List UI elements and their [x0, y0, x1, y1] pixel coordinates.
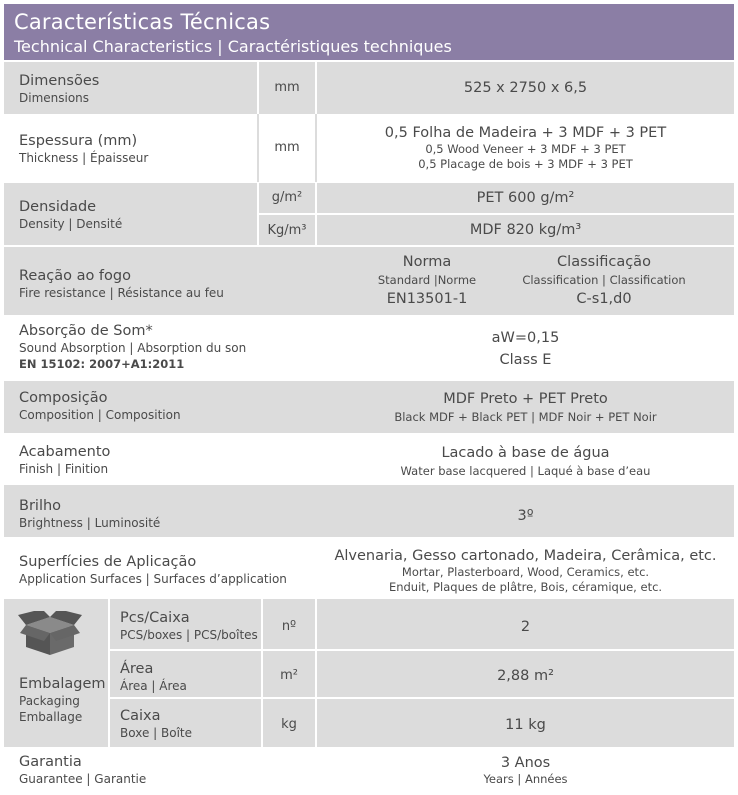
dimensions-unit: mm — [274, 80, 300, 95]
composition-value-sub: Black MDF + Black PET | MDF Noir + PET Noir — [394, 410, 657, 424]
sound-sub: Sound Absorption | Absorption du son — [19, 341, 247, 355]
brightness-label: Brilho — [19, 498, 62, 514]
surfaces-value-pt: Alvenaria, Gesso cartonado, Madeira, Cerâmica, etc. — [334, 548, 717, 564]
box-sub: Boxe | Boîte — [120, 726, 192, 740]
row-dimensions — [4, 62, 734, 114]
sound-value-2: Class E — [499, 352, 552, 368]
finish-value-sub: Water base lacquered | Laqué à base d’eau — [400, 464, 651, 478]
warranty-value: 3 Anos — [500, 755, 551, 771]
pcs-value: 2 — [520, 619, 531, 635]
composition-sub: Composition | Composition — [19, 408, 181, 422]
dimensions-value: 525 x 2750 x 6,5 — [463, 80, 588, 96]
area-label: Área — [120, 661, 154, 677]
fire-col1-head: Norma — [402, 254, 452, 270]
density-value-1: PET 600 g/m² — [476, 190, 575, 206]
thickness-value-fr: 0,5 Placage de bois + 3 MDF + 3 PET — [418, 157, 633, 171]
pcs-label: Pcs/Caixa — [120, 610, 190, 626]
row-sound — [4, 316, 734, 380]
packaging-label: Embalagem — [19, 676, 106, 692]
pcs-label-group — [120, 609, 258, 643]
sound-value-1: aW=0,15 — [491, 330, 560, 346]
row-warranty — [4, 748, 734, 793]
sound-norm: EN 15102: 2007+A1:2011 — [19, 357, 185, 371]
row-brightness — [4, 485, 734, 537]
composition-value-pt: MDF Preto + PET Preto — [443, 391, 608, 407]
area-value: 2,88 m² — [497, 668, 554, 684]
brightness-value: 3º — [517, 508, 534, 524]
row-thickness — [4, 114, 734, 182]
pcs-sub: PCS/boxes | PCS/boîtes — [120, 628, 258, 642]
surfaces-value-en: Mortar, Plasterboard, Wood, Ceramics, etc. — [401, 565, 650, 579]
fire-col2-head: Classificação — [557, 254, 651, 270]
row-finish — [4, 434, 734, 484]
packaging-sub-1: Packaging — [19, 694, 80, 708]
area-unit: m² — [280, 668, 298, 683]
packaging-sub-2: Emballage — [19, 710, 83, 724]
box-label-group — [120, 707, 192, 741]
surfaces-label: Superfícies de Aplicação — [19, 554, 197, 570]
box-label: Caixa — [120, 708, 161, 724]
dimensions-label: Dimensões — [19, 73, 100, 89]
area-sub: Área | Área — [120, 679, 187, 693]
density-label: Densidade — [19, 199, 97, 215]
thickness-value-pt: 0,5 Folha de Madeira + 3 MDF + 3 PET — [384, 125, 667, 141]
thickness-label: Espessura (mm) — [19, 133, 138, 149]
warranty-sub: Guarantee | Garantie — [19, 772, 147, 786]
row-surfaces — [4, 538, 734, 598]
fire-sub: Fire resistance | Résistance au feu — [19, 286, 224, 300]
row-fire — [4, 247, 734, 315]
box-unit: kg — [281, 717, 297, 732]
composition-label: Composição — [19, 390, 108, 406]
dimensions-sub: Dimensions — [19, 91, 90, 105]
finish-value-pt: Lacado à base de água — [441, 445, 610, 461]
area-label-group — [120, 660, 187, 694]
finish-label: Acabamento — [19, 444, 111, 460]
fire-col1-value: EN13501-1 — [386, 291, 468, 307]
row-density — [4, 183, 734, 245]
density-sub: Density | Densité — [19, 217, 123, 231]
surfaces-value-fr: Enduit, Plaques de plâtre, Bois, céramique, etc. — [388, 580, 663, 594]
thickness-unit: mm — [274, 140, 300, 155]
finish-sub: Finish | Finition — [19, 462, 109, 476]
fire-col2-value: C-s1,d0 — [576, 291, 632, 307]
sound-label: Absorção de Som* — [19, 323, 153, 339]
packaging-block — [4, 599, 734, 747]
pcs-unit: nº — [281, 619, 297, 634]
density-value-2: MDF 820 kg/m³ — [469, 222, 582, 238]
row-composition — [4, 381, 734, 433]
warranty-label: Garantia — [19, 754, 82, 770]
header-title: Características Técnicas — [14, 10, 271, 34]
box-icon — [18, 611, 82, 657]
surfaces-sub: Application Surfaces | Surfaces d’application — [19, 572, 287, 586]
brightness-sub: Brightness | Luminosité — [19, 516, 161, 530]
thickness-sub: Thickness | Épaisseur — [19, 151, 149, 165]
fire-label: Reação ao fogo — [19, 268, 131, 284]
density-unit-1: g/m² — [271, 190, 303, 205]
density-unit-2: Kg/m³ — [267, 223, 307, 238]
thickness-value-en: 0,5 Wood Veneer + 3 MDF + 3 PET — [425, 142, 626, 156]
fire-col2-sub: Classification | Classification — [522, 273, 686, 287]
header-banner — [4, 4, 734, 60]
header-subtitle: Technical Characteristics | Caractéristiques techniques — [14, 37, 452, 56]
box-value: 11 kg — [505, 717, 546, 733]
warranty-value-sub: Years | Années — [483, 772, 568, 786]
fire-col1-sub: Standard |Norme — [377, 273, 477, 287]
